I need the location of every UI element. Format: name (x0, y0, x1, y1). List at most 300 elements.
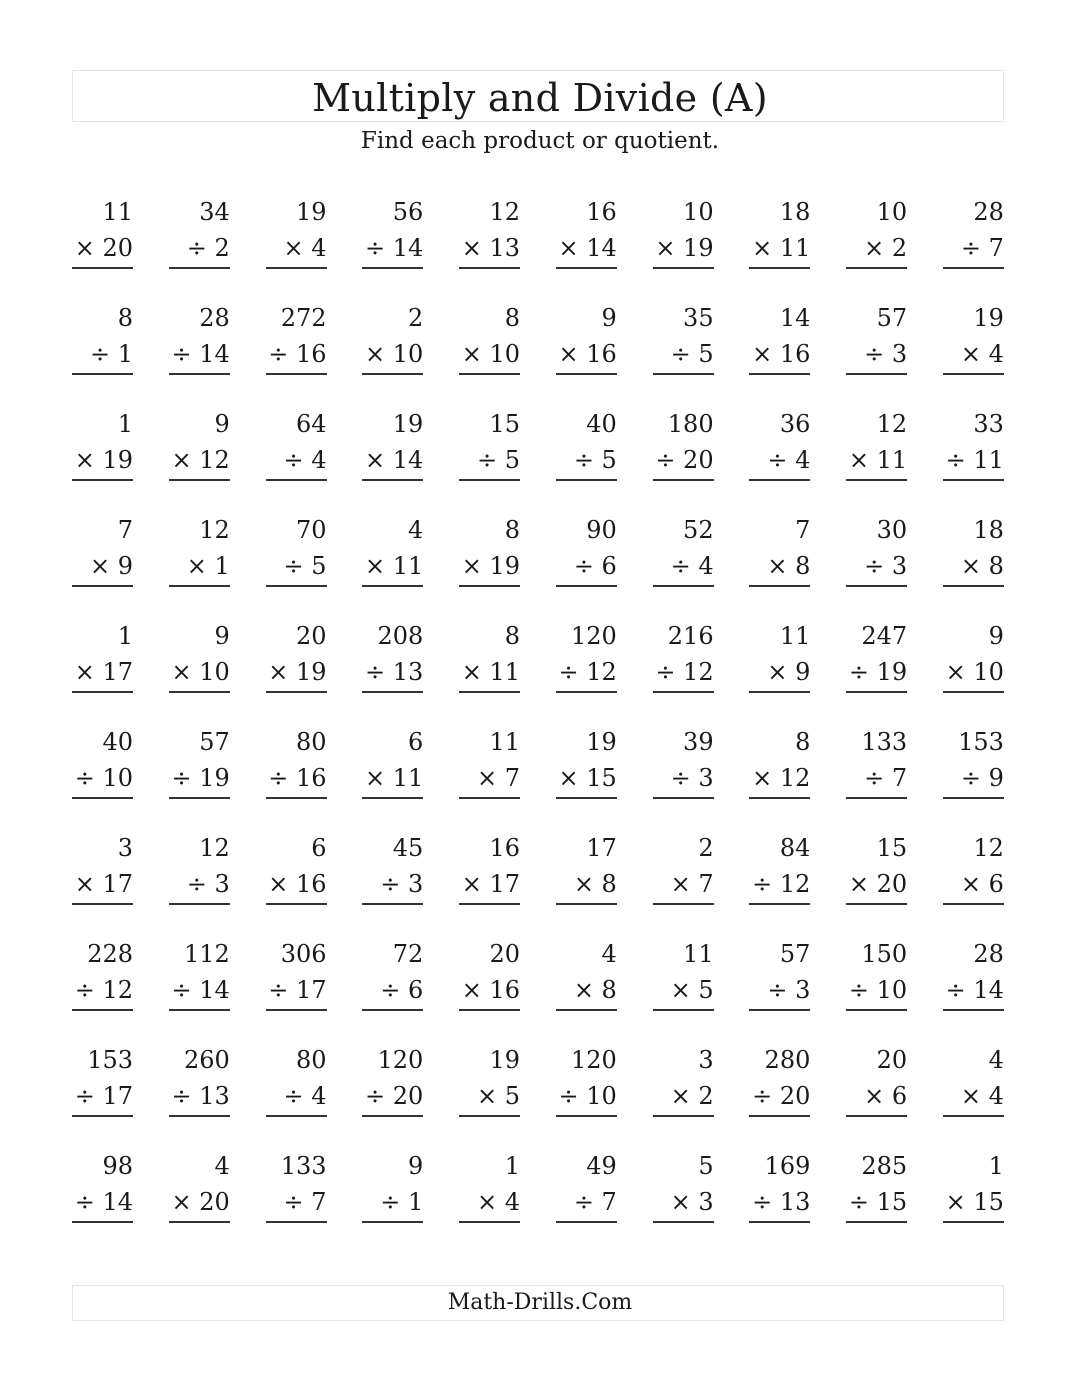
problem-top-number: 3 (698, 1046, 714, 1074)
problem (72, 512, 133, 618)
problem (459, 406, 520, 512)
problem-top-number: 8 (504, 622, 521, 650)
problem-operator-operand: ÷ 10 (846, 972, 907, 1011)
problem (362, 194, 423, 300)
problem (169, 512, 230, 618)
problem-top-number: 1 (504, 1152, 521, 1180)
problem (72, 406, 133, 512)
problem-operator-operand: × 11 (459, 654, 520, 693)
problem-operator-operand: ÷ 4 (266, 442, 327, 481)
problem-top-number: 4 (214, 1152, 230, 1180)
problem-top-number: 10 (683, 198, 714, 226)
problem (749, 194, 810, 300)
problem-top-number: 11 (683, 940, 714, 968)
problem-operator-operand: ÷ 3 (169, 866, 230, 905)
problem-top-number: 20 (295, 622, 327, 650)
problem (362, 300, 423, 406)
problem-operator-operand: × 20 (72, 230, 133, 269)
problem-operator-operand: ÷ 13 (362, 654, 423, 693)
problem-top-number: 15 (876, 834, 908, 862)
problem (846, 194, 907, 300)
problem-operator-operand: ÷ 5 (459, 442, 520, 481)
problem-operator-operand: × 4 (943, 1078, 1004, 1117)
problem (556, 406, 617, 512)
problem-operator-operand: × 8 (943, 548, 1004, 587)
problem-operator-operand: ÷ 5 (556, 442, 617, 481)
problem (266, 1148, 327, 1254)
problem-top-number: 80 (295, 1046, 327, 1074)
problem (943, 1042, 1004, 1148)
problem-top-number: 6 (311, 834, 327, 862)
problem (72, 1042, 133, 1148)
problem-top-number: 39 (683, 728, 714, 756)
problem-operator-operand: × 9 (749, 654, 810, 693)
problem (653, 936, 714, 1042)
problem-row (72, 618, 1004, 724)
problem-operator-operand: × 20 (169, 1184, 230, 1223)
problem-operator-operand: ÷ 14 (169, 336, 230, 375)
problem-operator-operand: × 9 (72, 548, 133, 587)
problem-operator-operand: ÷ 10 (72, 760, 133, 799)
problem-top-number: 80 (295, 728, 327, 756)
problem-top-number: 1 (117, 410, 133, 438)
problem-operator-operand: × 6 (943, 866, 1004, 905)
problem-top-number: 19 (586, 728, 617, 756)
problem-operator-operand: ÷ 6 (556, 548, 617, 587)
problem (556, 618, 617, 724)
problem-operator-operand: × 7 (653, 866, 714, 905)
problem-operator-operand: × 16 (556, 336, 617, 375)
problem-operator-operand: × 1 (169, 548, 230, 587)
problem (749, 936, 810, 1042)
problem-top-number: 9 (408, 1152, 424, 1180)
problem (459, 512, 520, 618)
problem-top-number: 20 (876, 1046, 908, 1074)
problem-operator-operand: × 15 (943, 1184, 1004, 1223)
worksheet-instructions: Find each product or quotient. (360, 128, 720, 154)
problem-top-number: 285 (861, 1152, 908, 1180)
problem-top-number: 280 (764, 1046, 811, 1074)
problem-operator-operand: × 2 (653, 1078, 714, 1117)
problem (362, 618, 423, 724)
problem-operator-operand: × 14 (362, 442, 423, 481)
problem (459, 830, 520, 936)
problem (72, 936, 133, 1042)
problem-operator-operand: × 19 (72, 442, 133, 481)
problem-top-number: 1 (117, 622, 133, 650)
problem (749, 1042, 810, 1148)
problem-top-number: 3 (117, 834, 133, 862)
problem-top-number: 90 (586, 516, 617, 544)
problem-top-number: 8 (504, 304, 521, 332)
problem-top-number: 14 (779, 304, 811, 332)
problem (846, 830, 907, 936)
problem-operator-operand: ÷ 5 (266, 548, 327, 587)
problem (266, 194, 327, 300)
problem-top-number: 208 (377, 622, 424, 650)
problem-top-number: 57 (779, 940, 811, 968)
problem (943, 830, 1004, 936)
problem (653, 194, 714, 300)
problem-top-number: 52 (683, 516, 714, 544)
problem (362, 830, 423, 936)
problem (266, 618, 327, 724)
problem-operator-operand: ÷ 15 (846, 1184, 907, 1223)
problem (266, 406, 327, 512)
problem-top-number: 7 (117, 516, 133, 544)
problem-operator-operand: ÷ 11 (943, 442, 1004, 481)
problem-operator-operand: ÷ 13 (169, 1078, 230, 1117)
problem-top-number: 153 (87, 1046, 133, 1074)
problem (72, 1148, 133, 1254)
problem-operator-operand: ÷ 6 (362, 972, 423, 1011)
problem (169, 830, 230, 936)
problem-operator-operand: ÷ 1 (362, 1184, 423, 1223)
problem-operator-operand: × 11 (362, 548, 423, 587)
problem-operator-operand: × 17 (72, 866, 133, 905)
problem-top-number: 12 (973, 834, 1004, 862)
problem-top-number: 30 (876, 516, 908, 544)
problem-top-number: 133 (861, 728, 908, 756)
problem-operator-operand: × 20 (846, 866, 907, 905)
problem-operator-operand: × 10 (169, 654, 230, 693)
problem-operator-operand: ÷ 3 (846, 336, 907, 375)
problem-top-number: 40 (102, 728, 133, 756)
problem-operator-operand: × 11 (362, 760, 423, 799)
problem-operator-operand: × 12 (169, 442, 230, 481)
problem (362, 1148, 423, 1254)
problem-operator-operand: ÷ 4 (653, 548, 714, 587)
problem-top-number: 272 (280, 304, 327, 332)
problem-top-number: 2 (698, 834, 714, 862)
problem-row (72, 830, 1004, 936)
problem-operator-operand: ÷ 12 (72, 972, 133, 1011)
problem-operator-operand: × 16 (266, 866, 327, 905)
problem (72, 618, 133, 724)
problem-top-number: 12 (199, 516, 230, 544)
problem-top-number: 6 (408, 728, 424, 756)
problem-top-number: 49 (586, 1152, 617, 1180)
problem (169, 194, 230, 300)
problem-row (72, 300, 1004, 406)
problem-top-number: 18 (973, 516, 1004, 544)
problem-operator-operand: × 10 (943, 654, 1004, 693)
problem-operator-operand: ÷ 14 (943, 972, 1004, 1011)
problem (169, 936, 230, 1042)
problem (459, 1148, 520, 1254)
problem-row (72, 194, 1004, 300)
problem-top-number: 10 (876, 198, 908, 226)
problem (266, 1042, 327, 1148)
problem-top-number: 8 (117, 304, 133, 332)
problem-top-number: 57 (876, 304, 908, 332)
problem-top-number: 216 (667, 622, 714, 650)
problem-top-number: 169 (764, 1152, 811, 1180)
problem-top-number: 98 (102, 1152, 133, 1180)
problem (943, 724, 1004, 830)
problem-operator-operand: × 13 (459, 230, 520, 269)
problem-operator-operand: × 19 (653, 230, 714, 269)
problem (846, 618, 907, 724)
problem (72, 194, 133, 300)
problem-operator-operand: × 16 (459, 972, 520, 1011)
problem-operator-operand: ÷ 14 (362, 230, 423, 269)
problem-operator-operand: × 11 (846, 442, 907, 481)
problem (169, 406, 230, 512)
problem-top-number: 9 (214, 622, 230, 650)
problem-top-number: 9 (601, 304, 617, 332)
problem (556, 1148, 617, 1254)
problem-top-number: 11 (489, 728, 521, 756)
problem-top-number: 70 (295, 516, 327, 544)
problem (459, 936, 520, 1042)
problem-operator-operand: ÷ 3 (749, 972, 810, 1011)
problem-operator-operand: ÷ 3 (653, 760, 714, 799)
problem (556, 724, 617, 830)
problem-top-number: 4 (988, 1046, 1004, 1074)
problem (556, 1042, 617, 1148)
problem (653, 300, 714, 406)
problem-operator-operand: ÷ 4 (749, 442, 810, 481)
problem-row (72, 936, 1004, 1042)
problem-operator-operand: × 12 (749, 760, 810, 799)
problem-top-number: 120 (571, 622, 617, 650)
footer-text: Math-Drills.Com (447, 1290, 633, 1315)
problem (943, 300, 1004, 406)
problem-operator-operand: × 4 (943, 336, 1004, 375)
worksheet-title: Multiply and Divide (A) (312, 76, 768, 120)
problem-operator-operand: × 10 (459, 336, 520, 375)
problem-operator-operand: ÷ 16 (266, 760, 327, 799)
problem-top-number: 28 (199, 304, 230, 332)
problem-operator-operand: ÷ 12 (653, 654, 714, 693)
problem-top-number: 34 (199, 198, 230, 226)
problem (556, 512, 617, 618)
problem (556, 194, 617, 300)
problem-operator-operand: × 5 (653, 972, 714, 1011)
problem-operator-operand: × 14 (556, 230, 617, 269)
problem-operator-operand: × 11 (749, 230, 810, 269)
problem (459, 300, 520, 406)
problem (943, 194, 1004, 300)
problem-top-number: 45 (392, 834, 424, 862)
problem (846, 300, 907, 406)
problem-top-number: 17 (586, 834, 617, 862)
problem-top-number: 28 (973, 940, 1004, 968)
problem-top-number: 180 (667, 410, 714, 438)
problem (846, 724, 907, 830)
problem-top-number: 36 (779, 410, 811, 438)
problem-top-number: 7 (795, 516, 811, 544)
problem-top-number: 228 (87, 940, 133, 968)
problem-top-number: 19 (489, 1046, 521, 1074)
problem-operator-operand: ÷ 9 (943, 760, 1004, 799)
problem-top-number: 4 (601, 940, 617, 968)
problem (943, 512, 1004, 618)
problem-top-number: 40 (586, 410, 617, 438)
problem-top-number: 72 (392, 940, 424, 968)
problem-operator-operand: ÷ 10 (556, 1078, 617, 1117)
problem (653, 512, 714, 618)
problem-operator-operand: ÷ 17 (266, 972, 327, 1011)
problem-operator-operand: ÷ 19 (169, 760, 230, 799)
problem (459, 1042, 520, 1148)
problem-operator-operand: ÷ 13 (749, 1184, 810, 1223)
problem-top-number: 18 (779, 198, 811, 226)
problem (72, 300, 133, 406)
problem (459, 194, 520, 300)
problem (556, 936, 617, 1042)
problem (266, 830, 327, 936)
problem-top-number: 19 (973, 304, 1004, 332)
problem (266, 724, 327, 830)
problem-operator-operand: ÷ 4 (266, 1078, 327, 1117)
problem (653, 406, 714, 512)
problem-top-number: 15 (489, 410, 521, 438)
problem-operator-operand: × 16 (749, 336, 810, 375)
problem-top-number: 8 (795, 728, 811, 756)
problem-operator-operand: × 2 (846, 230, 907, 269)
problem-operator-operand: ÷ 3 (362, 866, 423, 905)
problem (943, 936, 1004, 1042)
problem (749, 512, 810, 618)
problem-top-number: 33 (973, 410, 1004, 438)
problem-row (72, 512, 1004, 618)
problem-row (72, 1148, 1004, 1254)
problem (846, 1042, 907, 1148)
problem (169, 724, 230, 830)
problem (749, 724, 810, 830)
problem-top-number: 64 (295, 410, 327, 438)
problem-top-number: 120 (571, 1046, 617, 1074)
problem-top-number: 56 (392, 198, 424, 226)
problem-operator-operand: × 15 (556, 760, 617, 799)
problem (556, 300, 617, 406)
problem (749, 618, 810, 724)
problem-operator-operand: ÷ 20 (362, 1078, 423, 1117)
problem-top-number: 11 (102, 198, 133, 226)
problem-operator-operand: × 3 (653, 1184, 714, 1223)
problem (169, 300, 230, 406)
problem-top-number: 16 (586, 198, 617, 226)
problem (943, 1148, 1004, 1254)
problem (846, 936, 907, 1042)
problem (943, 406, 1004, 512)
problem-row (72, 406, 1004, 512)
problem (169, 1042, 230, 1148)
problem-operator-operand: ÷ 3 (846, 548, 907, 587)
problem (653, 830, 714, 936)
problem-operator-operand: ÷ 20 (653, 442, 714, 481)
problem-top-number: 16 (489, 834, 521, 862)
problem-operator-operand: ÷ 7 (943, 230, 1004, 269)
problem-operator-operand: ÷ 2 (169, 230, 230, 269)
problem (169, 1148, 230, 1254)
problem-top-number: 260 (183, 1046, 230, 1074)
problem (749, 406, 810, 512)
problem-operator-operand: ÷ 5 (653, 336, 714, 375)
problem (362, 512, 423, 618)
problem (749, 1148, 810, 1254)
problem-operator-operand: × 8 (556, 972, 617, 1011)
problem-operator-operand: ÷ 12 (556, 654, 617, 693)
problem-top-number: 120 (377, 1046, 424, 1074)
problem (266, 300, 327, 406)
problem (459, 724, 520, 830)
problem (459, 618, 520, 724)
problem-operator-operand: ÷ 16 (266, 336, 327, 375)
problem (943, 618, 1004, 724)
problem-operator-operand: ÷ 1 (72, 336, 133, 375)
problem-operator-operand: × 7 (459, 760, 520, 799)
problem (362, 936, 423, 1042)
problem (266, 512, 327, 618)
problem-top-number: 5 (698, 1152, 714, 1180)
problem-top-number: 12 (876, 410, 908, 438)
problem-operator-operand: × 10 (362, 336, 423, 375)
problem-top-number: 84 (779, 834, 811, 862)
problem (846, 1148, 907, 1254)
problem-top-number: 306 (280, 940, 327, 968)
problem-top-number: 57 (199, 728, 230, 756)
problem-operator-operand: × 19 (266, 654, 327, 693)
problem-operator-operand: × 8 (556, 866, 617, 905)
problem-top-number: 9 (988, 622, 1004, 650)
problem-top-number: 4 (408, 516, 424, 544)
problem-row (72, 724, 1004, 830)
problem-operator-operand: × 6 (846, 1078, 907, 1117)
problem-operator-operand: ÷ 12 (749, 866, 810, 905)
problem-operator-operand: × 4 (459, 1184, 520, 1223)
problem-top-number: 12 (199, 834, 230, 862)
problem-top-number: 2 (408, 304, 424, 332)
problem-operator-operand: × 5 (459, 1078, 520, 1117)
problem-top-number: 8 (504, 516, 521, 544)
problem (749, 300, 810, 406)
problem-operator-operand: ÷ 14 (169, 972, 230, 1011)
problem-row (72, 1042, 1004, 1148)
problem (653, 618, 714, 724)
problem (653, 724, 714, 830)
problem (362, 406, 423, 512)
problem (556, 830, 617, 936)
problem-operator-operand: × 17 (72, 654, 133, 693)
problem-operator-operand: ÷ 7 (846, 760, 907, 799)
problem-grid (72, 194, 1004, 1254)
problem-top-number: 35 (683, 304, 714, 332)
problem (749, 830, 810, 936)
problem-top-number: 9 (214, 410, 230, 438)
problem (846, 512, 907, 618)
problem-top-number: 112 (183, 940, 230, 968)
problem (362, 724, 423, 830)
problem-operator-operand: ÷ 20 (749, 1078, 810, 1117)
problem (846, 406, 907, 512)
problem-top-number: 12 (489, 198, 521, 226)
problem-operator-operand: ÷ 7 (556, 1184, 617, 1223)
problem (653, 1148, 714, 1254)
problem-operator-operand: × 17 (459, 866, 520, 905)
problem-top-number: 153 (958, 728, 1004, 756)
problem-operator-operand: × 4 (266, 230, 327, 269)
problem-operator-operand: ÷ 14 (72, 1184, 133, 1223)
problem-top-number: 133 (280, 1152, 327, 1180)
problem-top-number: 19 (295, 198, 327, 226)
problem-top-number: 28 (973, 198, 1004, 226)
problem-top-number: 19 (392, 410, 424, 438)
problem (169, 618, 230, 724)
problem-operator-operand: × 19 (459, 548, 520, 587)
